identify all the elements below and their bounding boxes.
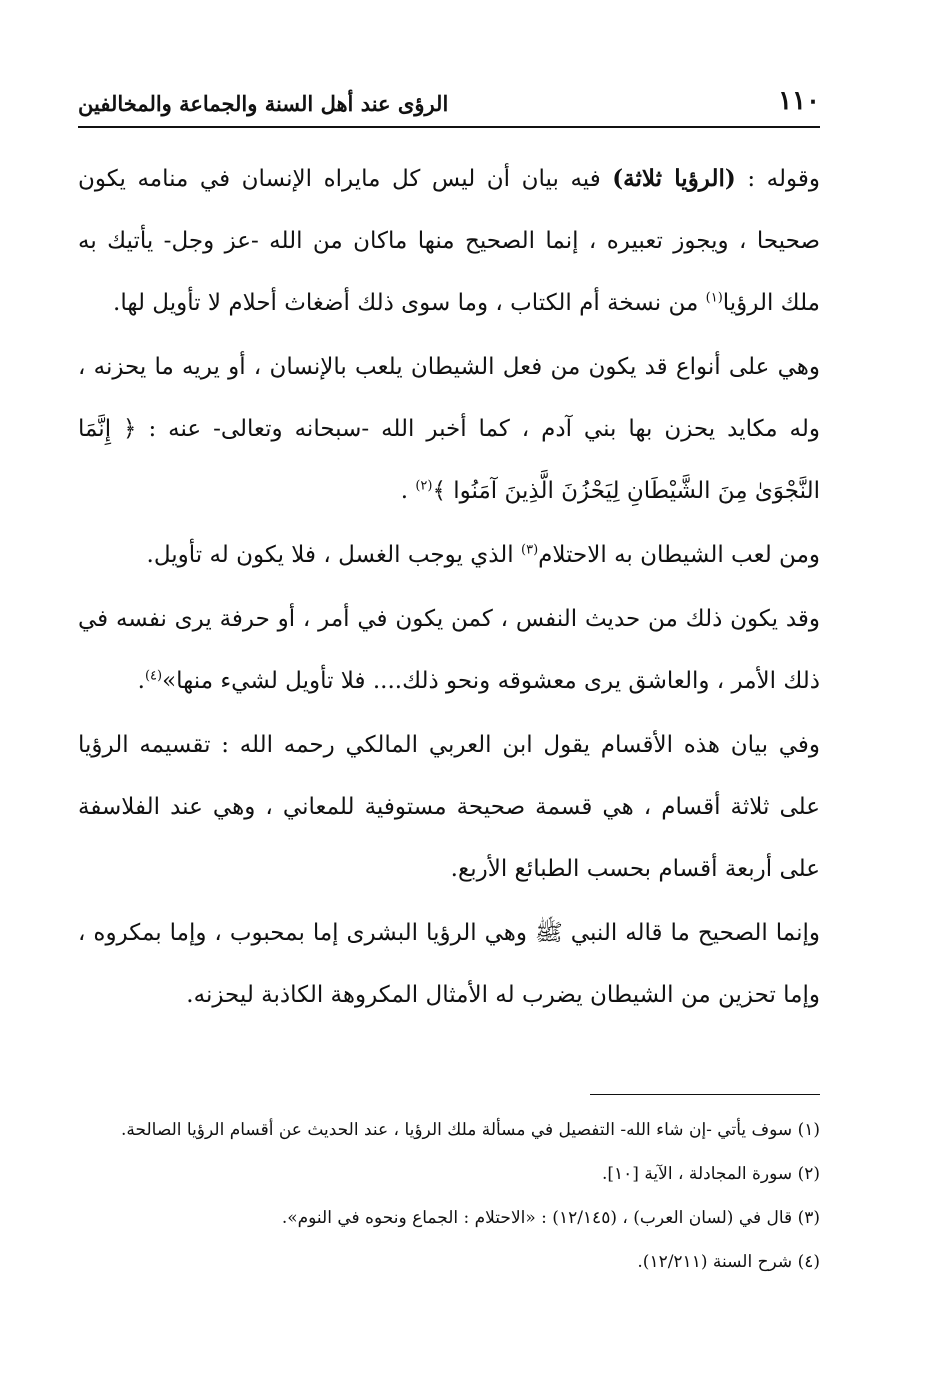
paragraph-4	[78, 588, 820, 712]
paragraph-3	[78, 524, 820, 586]
paragraph-3-text-b: الذي يوجب الغسل ، فلا يكون له تأويل.	[146, 542, 521, 568]
footnote-2: (٢) سورة المجادلة ، الآية [١٠].	[601, 1164, 820, 1184]
main-text	[78, 148, 820, 1026]
paragraph-2-text-b: .	[400, 478, 416, 504]
running-title: الرؤى عند أهل السنة والجماعة والمخالفين	[78, 91, 449, 116]
paragraph-6-text: وإنما الصحيح ما قاله النبي ﷺ وهي الرؤيا البشرى إما بمحبوب ، وإما بمكروه ، وإما تحزين من الشيطان يضرب له الأمثال المكروهة الكاذبة ليحزنه.	[78, 920, 820, 1008]
paragraph-4-text-b: .	[137, 668, 145, 694]
footnotes	[78, 1108, 820, 1284]
paragraph-3-text-a: ومن لعب الشيطان به الاحتلام	[538, 542, 820, 568]
footnote-marker-3: (٣)	[521, 542, 539, 558]
paragraph-1-lead: وقوله :	[735, 166, 820, 192]
paragraph-1	[78, 148, 820, 334]
paragraph-2-text-a: وهي على أنواع قد يكون من فعل الشيطان يلعب بالإنسان ، أو يريه ما يحزنه ، وله مكايد يحزن بها بني آدم ، كما أخبر الله -سبحانه وتعالى- عنه :	[78, 354, 820, 442]
footnote-marker-2: (٢)	[415, 478, 433, 494]
footnote-3: (٣) قال في (لسان العرب) ، (١٢/١٤٥) : «الاحتلام : الجماع ونحوه في النوم».	[281, 1208, 820, 1228]
paragraph-6	[78, 902, 820, 1026]
footnote-1: (١) سوف يأتي -إن شاء الله- التفصيل في مسألة ملك الرؤيا ، عند الحديث عن أقسام الرؤيا الصالحة.	[121, 1120, 820, 1140]
header-rule	[78, 126, 820, 128]
paragraph-1-text-b: من نسخة أم الكتاب ، وما سوى ذلك أضغاث أحلام لا تأويل لها.	[113, 290, 706, 316]
paragraph-2	[78, 336, 820, 522]
paragraph-1-text-a: فيه بيان أن ليس كل مايراه الإنسان في منامه يكون صحيحا ، ويجوز تعبيره ، إنما الصحيح منها ماكان من الله -عز وجل- يأتيك به ملك الرؤيا	[78, 166, 820, 316]
paragraph-5	[78, 714, 820, 900]
quran-verse: ﴿ إِنَّمَا النَّجْوَىٰ مِنَ الشَّيْطَانِ لِيَحْزُنَ الَّذِينَ آمَنُوا ﴾	[78, 416, 820, 504]
footnote-4: (٤) شرح السنة (١٢/٢١١).	[637, 1252, 820, 1272]
paragraph-5-text: وفي بيان هذه الأقسام يقول ابن العربي المالكي رحمه الله : تقسيمه الرؤيا على ثلاثة أقسام ، هي قسمة صحيحة مستوفية للمعاني ، وهي عند الفلاسفة على أربعة أقسام بحسب الطبائع الأربع.	[78, 732, 820, 882]
hadith-quote: (الرؤيا ثلاثة)	[612, 165, 736, 192]
page-header	[78, 80, 820, 116]
paragraph-4-text-a: وقد يكون ذلك من حديث النفس ، كمن يكون في أمر ، أو حرفة يرى نفسه في ذلك الأمر ، والعاشق يرى معشوقه ونحو ذلك.... فلا تأويل لشيء منها»	[78, 606, 820, 694]
page-number: ١١٠	[778, 86, 820, 116]
footnote-marker-1: (١)	[705, 290, 723, 306]
footnote-separator	[590, 1094, 820, 1095]
footnote-marker-4: (٤)	[144, 668, 163, 684]
